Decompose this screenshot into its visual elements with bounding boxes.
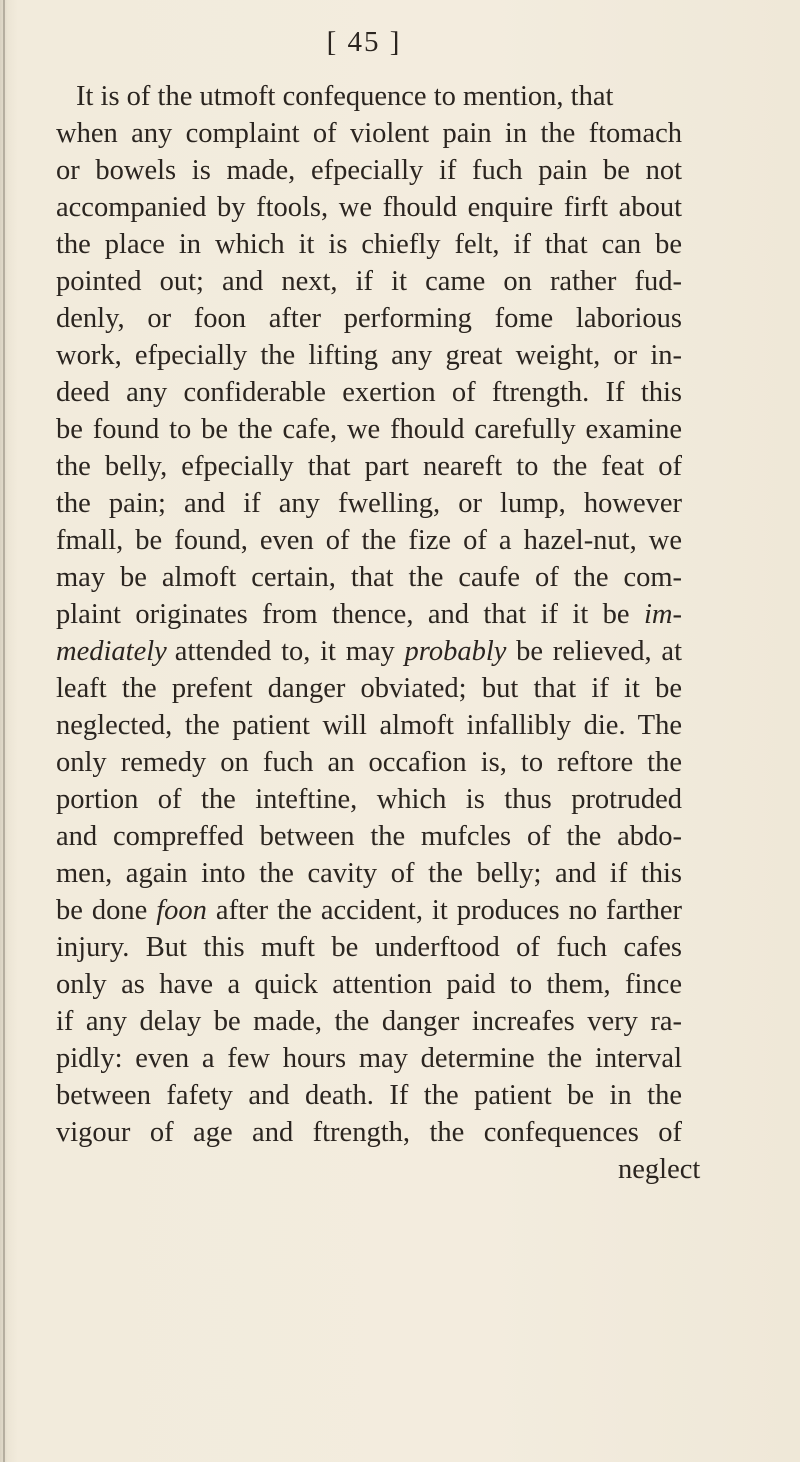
text-run: after the accident, it produces no farther — [206, 895, 683, 926]
text-line: the pain; and if any fwelling, or lump, however — [56, 488, 682, 519]
text-line: between fafety and death. If the patient be in the — [56, 1080, 682, 1111]
text-line: injury. But this muft be underftood of fuch cafes — [56, 932, 682, 963]
text-line — [56, 598, 682, 632]
text-line: if any delay be made, the danger increafes very ra- — [56, 1006, 682, 1037]
text-line: or bowels is made, efpecially if fuch pain be not — [56, 155, 682, 186]
text-line: It is of the utmoft confequence to mention, that — [76, 81, 614, 112]
text-line: the belly, efpecially that part neareft to the feat of — [56, 451, 682, 482]
text-line: accompanied by ftools, we fhould enquire firft about — [56, 192, 682, 223]
text-line: only as have a quick attention paid to them, fince — [56, 969, 682, 1000]
text-line: portion of the inteftine, which is thus protruded — [56, 784, 682, 815]
text-line: the place in which it is chiefly felt, if that can be — [56, 229, 682, 260]
text-run: be relieved, at — [506, 636, 683, 667]
text-run: attended to, it may — [174, 636, 405, 667]
text-run: be done — [56, 895, 157, 926]
text-line: pidly: even a few hours may determine the interval — [56, 1043, 682, 1074]
text-line: leaft the prefent danger obviated; but that if it be — [56, 673, 682, 704]
binding-edge — [3, 0, 5, 1462]
text-line: be found to be the cafe, we fhould carefully examine — [56, 414, 682, 445]
italic-run: probably — [404, 636, 507, 667]
text-line: men, again into the cavity of the belly; and if this — [56, 858, 682, 889]
text-line: when any complaint of violent pain in the ftomach — [56, 118, 682, 149]
text-line: pointed out; and next, if it came on rather fud- — [56, 266, 682, 297]
text-line: neglected, the patient will almoft infallibly die. The — [56, 710, 682, 741]
text-line — [56, 635, 682, 669]
page-number: [ 45 ] — [326, 26, 402, 58]
text-line — [56, 894, 682, 928]
text-line: work, efpecially the lifting any great weight, or in- — [56, 340, 682, 371]
text-run: plaint originates from thence, and that if it be — [56, 599, 644, 630]
text-line: and compreffed between the mufcles of the abdo- — [56, 821, 682, 852]
text-line: deed any confiderable exertion of ftrength. If this — [56, 377, 682, 408]
italic-run: foon — [156, 895, 207, 926]
text-line: may be almoft certain, that the caufe of the com- — [56, 562, 682, 593]
catchword: neglect — [618, 1154, 701, 1185]
italic-run: mediately — [56, 636, 167, 667]
text-line: fmall, be found, even of the fize of a hazel-nut, we — [56, 525, 682, 556]
text-line: only remedy on fuch an occafion is, to reftore the — [56, 747, 682, 778]
text-line: denly, or foon after performing fome laborious — [56, 303, 682, 334]
italic-run: im- — [644, 599, 682, 630]
text-line: vigour of age and ftrength, the confequences of — [56, 1117, 682, 1148]
